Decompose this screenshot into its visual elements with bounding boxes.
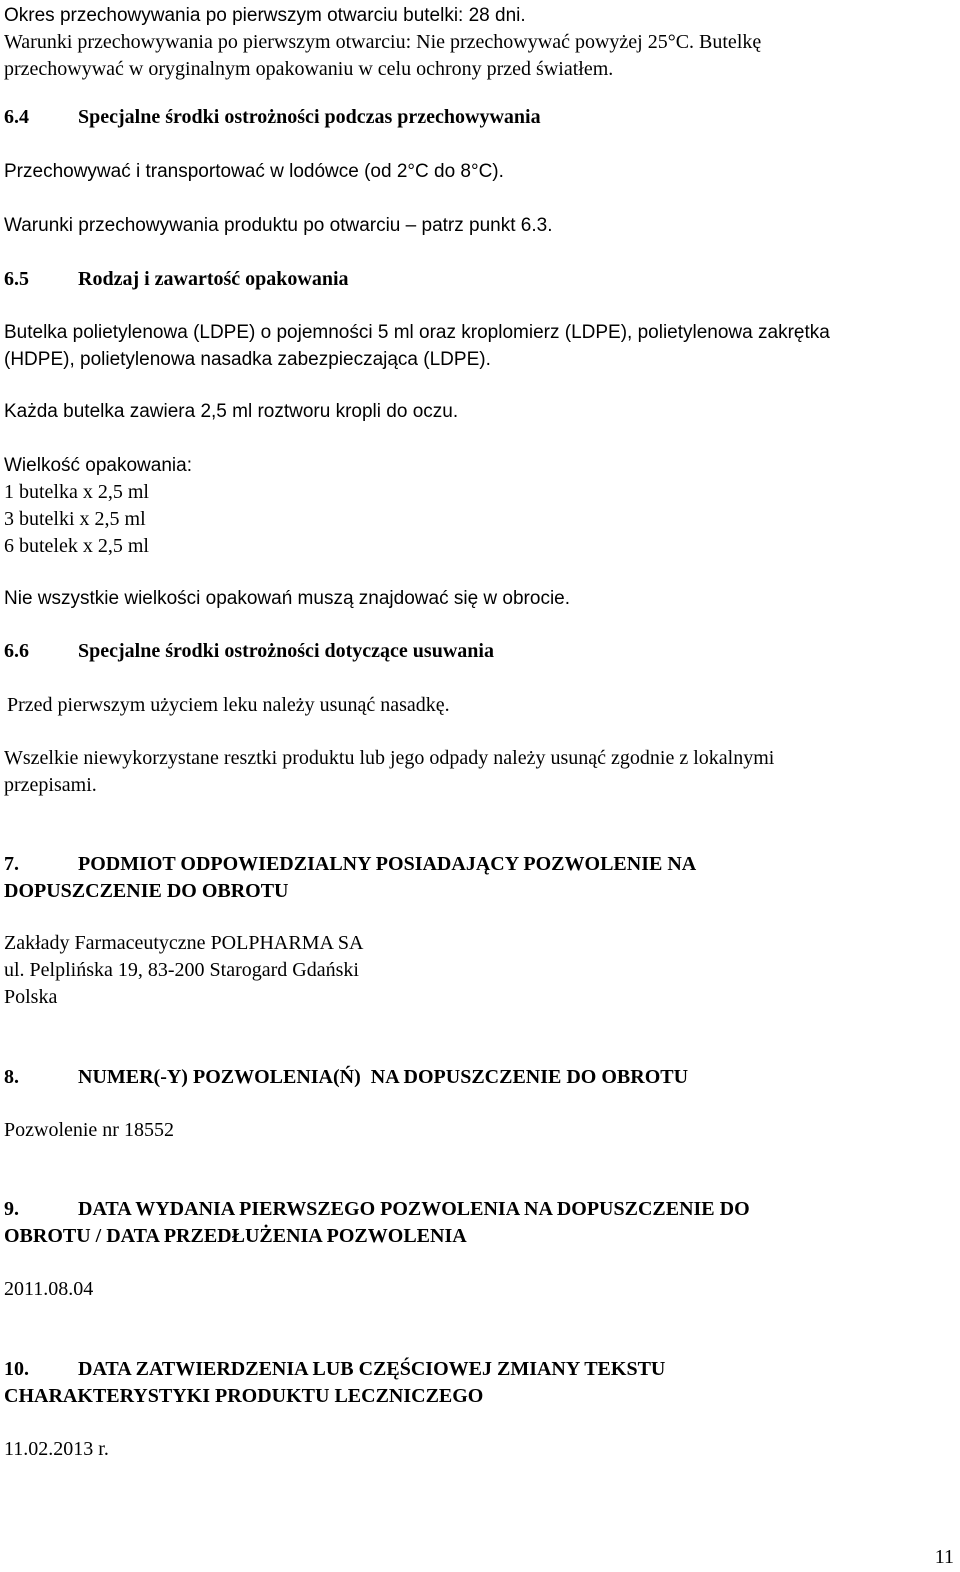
paragraph-text: Przed pierwszym użyciem leku należy usunąć nasadkę. (7, 694, 450, 716)
marketing-authorisation-holder (4, 930, 944, 1011)
page-number: 11 (934, 1546, 954, 1568)
paragraph-text: 11.02.2013 r. (4, 1438, 109, 1460)
section-number: 7. (4, 853, 19, 875)
section-number: 9. (4, 1198, 19, 1220)
section-6-5-p1 (4, 319, 944, 373)
section-6-6-heading (4, 638, 944, 665)
section-9-heading (4, 1196, 944, 1250)
section-number: 6.5 (4, 268, 29, 290)
paragraph-text: Pozwolenie nr 18552 (4, 1119, 174, 1141)
section-number: 8. (4, 1066, 19, 1088)
authorisation-number (4, 1117, 944, 1144)
package-size-item: 3 butelki x 2,5 ml (4, 508, 146, 530)
section-title: Specjalne środki ostrożności podczas przechowywania (78, 106, 541, 128)
section-6-5-p3 (4, 585, 944, 612)
section-number: 10. (4, 1358, 29, 1380)
section-title-line: CHARAKTERYSTYKI PRODUKTU LECZNICZEGO (4, 1385, 484, 1407)
section-number: 6.6 (4, 640, 29, 662)
package-size-item: 1 butelka x 2,5 ml (4, 481, 149, 503)
section-6-5-p2 (4, 398, 944, 425)
paragraph-line: (HDPE), polietylenowa nasadka zabezpieczająca (LDPE). (4, 349, 491, 370)
section-6-6-p2 (4, 745, 944, 799)
section-title: Rodzaj i zawartość opakowania (78, 268, 349, 290)
section-6-4-p2 (4, 212, 944, 239)
company-country: Polska (4, 986, 58, 1008)
section-number: 6.4 (4, 106, 29, 128)
section-8-heading (4, 1064, 944, 1091)
first-authorisation-date (4, 1276, 944, 1303)
company-street: ul. Pelplińska 19, 83-200 Starogard Gdański (4, 959, 359, 981)
section-6-4-p1 (4, 158, 944, 185)
section-6-4-heading (4, 104, 944, 131)
section-title-line: DATA ZATWIERDZENIA LUB CZĘŚCIOWEJ ZMIANY TEKSTU (78, 1358, 666, 1380)
paragraph-text: Każda butelka zawiera 2,5 ml roztworu kropli do oczu. (4, 401, 459, 422)
paragraph-text: Warunki przechowywania produktu po otwarciu – patrz punkt 6.3. (4, 215, 553, 236)
section-7-heading (4, 851, 944, 905)
storage-paragraph (4, 2, 944, 83)
storage-line-3: przechowywać w oryginalnym opakowaniu w celu ochrony przed światłem. (4, 58, 614, 80)
paragraph-line: przepisami. (4, 774, 97, 796)
company-name: Zakłady Farmaceutyczne POLPHARMA SA (4, 932, 364, 954)
storage-line-2: Warunki przechowywania po pierwszym otwarciu: Nie przechowywać powyżej 25°C. Butelkę (4, 31, 762, 53)
paragraph-line: Butelka polietylenowa (LDPE) o pojemności 5 ml oraz kroplomierz (LDPE), polietylenowa zakrętka (4, 322, 830, 343)
text-revision-date (4, 1436, 944, 1463)
paragraph-text: 2011.08.04 (4, 1278, 94, 1300)
section-6-6-p1 (7, 692, 944, 719)
section-title-line: DOPUSZCZENIE DO OBROTU (4, 880, 289, 902)
storage-line-1: Okres przechowywania po pierwszym otwarciu butelki: 28 dni. (4, 5, 526, 26)
section-title: NUMER(-Y) POZWOLENIA(Ń) NA DOPUSZCZENIE DO OBROTU (78, 1066, 689, 1088)
package-size-item: 6 butelek x 2,5 ml (4, 535, 149, 557)
package-sizes-label: Wielkość opakowania: (4, 455, 192, 476)
paragraph-text: Nie wszystkie wielkości opakowań muszą znajdować się w obrocie. (4, 588, 571, 609)
section-title-line: DATA WYDANIA PIERWSZEGO POZWOLENIA NA DOPUSZCZENIE DO (78, 1198, 750, 1220)
section-title-line: PODMIOT ODPOWIEDZIALNY POSIADAJĄCY POZWOLENIE NA (78, 853, 697, 875)
package-sizes (4, 452, 944, 560)
paragraph-text: Przechowywać i transportować w lodówce (od 2°C do 8°C). (4, 161, 504, 182)
section-10-heading (4, 1356, 944, 1410)
section-title-line: OBROTU / DATA PRZEDŁUŻENIA POZWOLENIA (4, 1225, 467, 1247)
section-6-5-heading (4, 266, 944, 293)
section-title: Specjalne środki ostrożności dotyczące usuwania (78, 640, 494, 662)
paragraph-line: Wszelkie niewykorzystane resztki produktu lub jego odpady należy usunąć zgodnie z lokalnymi (4, 747, 775, 769)
